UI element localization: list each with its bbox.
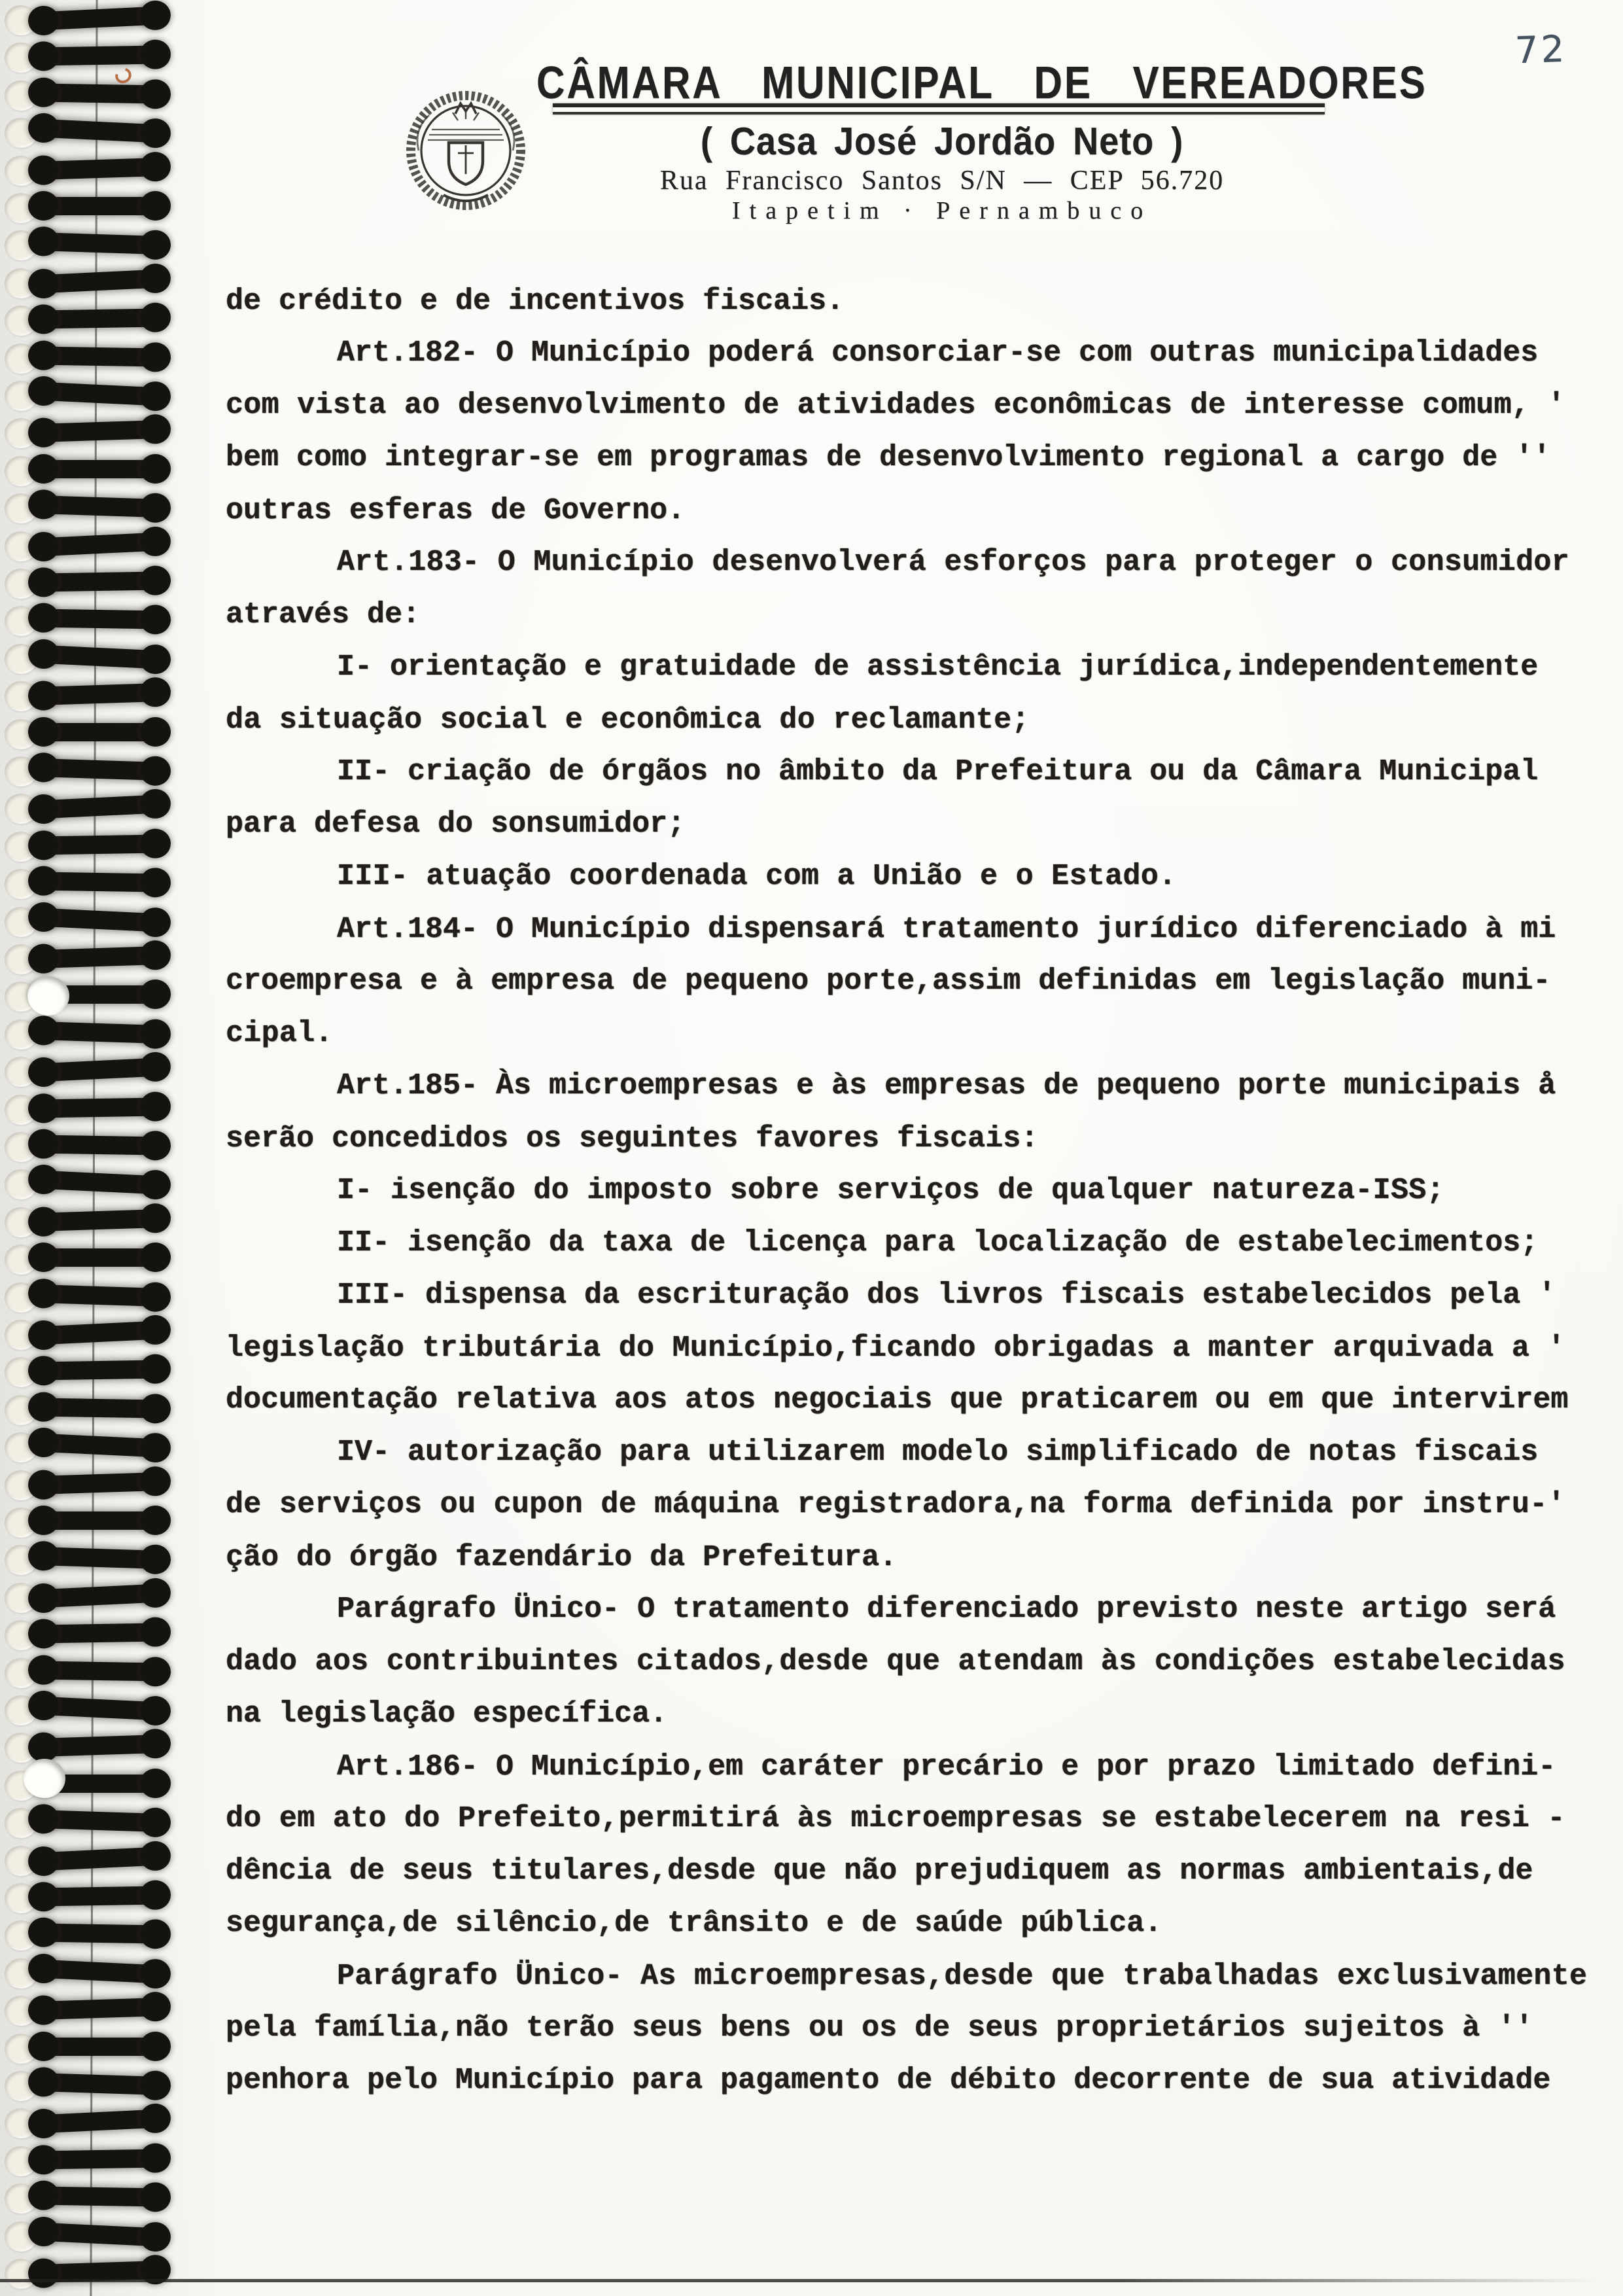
document-line: pela família,não terão seus bens ou os de seus proprietários sujeitos à '' bbox=[226, 2011, 1533, 2045]
binding-loop bbox=[37, 795, 160, 819]
document-line: II- criação de órgãos no âmbito da Prefeitura ou da Câmara Municipal bbox=[337, 755, 1539, 788]
binding-loop bbox=[38, 2073, 160, 2095]
binding-loop bbox=[38, 2149, 160, 2169]
binding-loop bbox=[37, 2110, 160, 2134]
binding-loop bbox=[38, 2187, 160, 2207]
binding-loop bbox=[38, 495, 160, 518]
binding-loop bbox=[37, 1434, 160, 1458]
city-state-line: Itapetim · Pernambuco bbox=[731, 197, 1153, 224]
binding-loop bbox=[37, 532, 160, 556]
binding-loop bbox=[38, 872, 160, 892]
document-line: serão concedidos os seguintes favores fiscais: bbox=[226, 1122, 1039, 1156]
document-line: Art.183- O Município desenvolverá esforços para proteger o consumidor bbox=[337, 546, 1570, 579]
punch-hole bbox=[27, 976, 69, 1016]
binding-loop bbox=[38, 46, 160, 66]
binding-loop bbox=[37, 645, 160, 669]
document-line: dência de seus titulares,desde que não prejudiquem as normas ambientais,de bbox=[226, 1854, 1533, 1888]
binding-loop bbox=[38, 2038, 160, 2056]
binding-loop bbox=[37, 908, 160, 932]
org-name: CÂMARA MUNICIPAL DE VEREADORES bbox=[536, 57, 1427, 108]
document-line: III- atuação coordenada com a União e o Estado. bbox=[337, 860, 1177, 893]
binding-loop bbox=[37, 1583, 160, 1608]
document-line: dado aos contribuintes citados,desde que atendam às condições estabelecidas bbox=[226, 1645, 1565, 1678]
binding-loop bbox=[38, 834, 160, 855]
binding-loop bbox=[38, 1472, 160, 1494]
binding-loop bbox=[38, 946, 160, 968]
binding-loop bbox=[38, 309, 160, 329]
binding-loop bbox=[38, 83, 160, 103]
document-line: bem como integrar-se em programas de desenvolvimento regional a cargo de '' bbox=[226, 441, 1551, 474]
document-line: croempresa e à empresa de pequeno porte,assim definidas em legislação muni- bbox=[226, 964, 1551, 998]
binding-loop bbox=[38, 1097, 160, 1118]
binding-loop bbox=[38, 1511, 160, 1530]
municipal-crest-icon bbox=[400, 80, 531, 219]
binding-loop bbox=[37, 1846, 160, 1871]
page-edge-shadow bbox=[0, 2279, 1596, 2282]
document-line: IV- autorização para utilizarem modelo simplificado de notas fiscais bbox=[337, 1436, 1539, 1469]
document-line: na legislação específica. bbox=[226, 1697, 668, 1731]
document-line: para defesa do sonsumidor; bbox=[226, 807, 686, 841]
document-body bbox=[226, 275, 1606, 2107]
binding-loop bbox=[37, 2222, 160, 2246]
binding-loop bbox=[37, 7, 160, 31]
document-line: outras esferas de Governo. bbox=[226, 494, 686, 527]
document-line: Art.182- O Município poderá consorciar-se com outras municipalidades bbox=[337, 336, 1539, 370]
binding-loop bbox=[38, 1547, 160, 1569]
binding-loop bbox=[38, 683, 160, 705]
binding-loop bbox=[38, 1398, 160, 1418]
binding-loop bbox=[37, 1058, 160, 1082]
binding-loop bbox=[37, 1171, 160, 1195]
document-line: Parágrafo Ünico- O tratamento diferenciado previsto neste artigo será bbox=[337, 1593, 1556, 1626]
binding-loop bbox=[38, 1998, 160, 2020]
binding-strip bbox=[0, 0, 209, 2296]
binding-loop bbox=[38, 1284, 160, 1307]
binding-loop bbox=[38, 1810, 160, 1832]
binding-loop bbox=[38, 1135, 160, 1156]
binding-loop bbox=[37, 1321, 160, 1345]
binding-loop bbox=[37, 269, 160, 293]
document-line: da situação social e econômica do reclamante; bbox=[226, 703, 1030, 737]
address-line: Rua Francisco Santos S/N — CEP 56.720 bbox=[659, 166, 1225, 196]
binding-loop bbox=[38, 158, 160, 180]
document-line: com vista ao desenvolvimento de atividades econômicas de interesse comum, ' bbox=[226, 389, 1565, 422]
document-line: III- dispensa da escrituração dos livros fiscais estabelecidos pela ' bbox=[337, 1279, 1556, 1312]
document-line: Parágrafo Ünico- As microempresas,desde que trabalhadas exclusivamente bbox=[337, 1960, 1588, 1993]
document-line: penhora pelo Município para pagamento de débito decorrente de sua atividade bbox=[226, 2064, 1551, 2097]
binding-loop bbox=[38, 1623, 160, 1644]
punch-hole bbox=[24, 1759, 65, 1798]
binding-loop bbox=[38, 1209, 160, 1231]
binding-loop bbox=[38, 232, 160, 255]
binding-loop bbox=[38, 758, 160, 781]
binding-loop bbox=[38, 1735, 160, 1757]
document-line: Art.185- Às microempresas e às empresas de pequeno porte municipais å bbox=[337, 1069, 1556, 1103]
binding-loop bbox=[38, 1021, 160, 1044]
document-line: II- isenção da taxa de licença para localização de estabelecimentos; bbox=[337, 1226, 1539, 1260]
binding-loop bbox=[37, 1697, 160, 1721]
binding-loop bbox=[38, 197, 160, 215]
document-line: I- isenção do imposto sobre serviços de qualquer natureza-ISS; bbox=[337, 1174, 1444, 1207]
document-line: através de: bbox=[226, 598, 421, 631]
title-underline bbox=[553, 103, 1325, 115]
binding-loop bbox=[38, 609, 160, 629]
document-line: Art.184- O Município dispensará tratamento jurídico diferenciado à mi bbox=[337, 913, 1556, 946]
page-number: 72 bbox=[1514, 27, 1568, 73]
binding-loop bbox=[38, 460, 160, 478]
document-line: segurança,de silêncio,de trânsito e de saúde pública. bbox=[226, 1907, 1162, 1940]
document-line: cipal. bbox=[226, 1017, 333, 1050]
binding-loop bbox=[38, 420, 160, 442]
building-name: ( Casa José Jordão Neto ) bbox=[700, 120, 1184, 164]
binding-loop bbox=[38, 1360, 160, 1381]
document-line: do em ato do Prefeito,permitirá às microempresas se estabelecerem na resi - bbox=[226, 1802, 1565, 1835]
binding-loop bbox=[38, 1886, 160, 1907]
binding-loop bbox=[37, 1959, 160, 1983]
document-line: legislação tributária do Município,ficando obrigadas a manter arquivada a ' bbox=[226, 1332, 1565, 1365]
binding-loop bbox=[38, 1924, 160, 1944]
document-line: documentação relativa aos atos negociais que praticarem ou em que intervirem bbox=[226, 1383, 1569, 1417]
document-line: ção do órgão fazendário da Prefeitura. bbox=[226, 1541, 898, 1574]
binding-loop bbox=[38, 1248, 160, 1267]
binding-loop bbox=[37, 119, 160, 143]
binding-loop bbox=[38, 346, 160, 366]
document-line: de crédito e de incentivos fiscais. bbox=[226, 285, 845, 318]
binding-loop bbox=[37, 382, 160, 406]
binding-loop bbox=[38, 572, 160, 592]
document-line: I- orientação e gratuidade de assistência jurídica,independentemente bbox=[337, 650, 1539, 684]
binding-loop bbox=[38, 1661, 160, 1681]
document-line: de serviços ou cupon de máquina registradora,na forma definida por instru-' bbox=[226, 1488, 1565, 1521]
binding-loop bbox=[38, 723, 160, 741]
document-line: Art.186- O Município,em caráter precário e por prazo limitado defini- bbox=[337, 1750, 1556, 1784]
